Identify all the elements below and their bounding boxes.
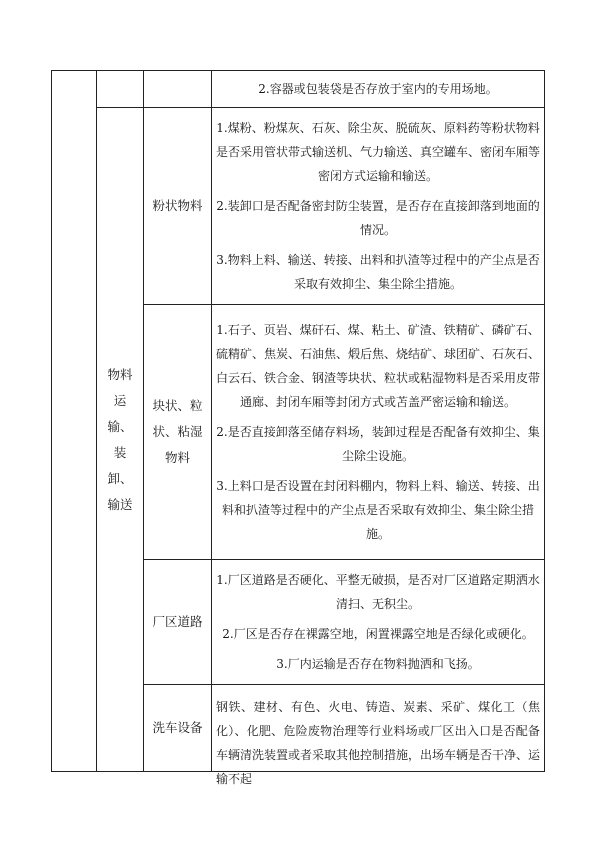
requirement-cell xyxy=(212,305,545,560)
inspection-table xyxy=(51,70,545,786)
requirement-item: 2.是否直接卸落至储存料场，装卸过程是否配备有效抑尘、集尘除尘设施。 xyxy=(216,425,540,463)
table-row xyxy=(52,71,545,108)
requirement-cell xyxy=(212,560,545,685)
requirement-item: 2.容器或包装袋是否存放于室内的专用场地。 xyxy=(258,82,498,96)
subtype-cell: 洗车设备 xyxy=(144,685,212,772)
blank-subtype-cell xyxy=(144,71,212,108)
requirement-item: 2.装卸口是否配备密封防尘装置，是否存在直接卸落到地面的情况。 xyxy=(216,199,540,237)
requirement-item: 1.厂区道路是否硬化、平整无破损，是否对厂区道路定期洒水清扫、无积尘。 xyxy=(216,573,540,611)
requirement-item: 钢铁、建材、有色、火电、铸造、炭素、采矿、煤化工（焦化）、化肥、危险废物治理等行业料场或厂区出入口是否配备车辆清洗装置或者采取其他控制措施，出场车辆是否干净、运输不起 xyxy=(216,700,541,786)
requirement-cell xyxy=(212,108,545,305)
requirement-item: 3.上料口是否设置在封闭料棚内，物料上料、输送、转接、出料和扒渣等过程中的产尘点是否采取有效抑尘、集尘除尘措施。 xyxy=(216,479,540,541)
subtype-cell: 块状、粒状、粘湿物料 xyxy=(144,305,212,560)
subtype-cell: 厂区道路 xyxy=(144,560,212,685)
requirement-cell xyxy=(212,685,545,786)
category-cell: 物料运输、装卸、输送 xyxy=(97,108,144,772)
blank-index-cell xyxy=(52,71,97,772)
requirement-item: 1.石子、页岩、煤矸石、煤、粘土、矿渣、铁精矿、磷矿石、硫精矿、焦炭、石油焦、煅后焦、烧结矿、球团矿、石灰石、白云石、铁合金、钢渣等块状、粒状或粘湿物料是否采用皮带通廊、封闭车厢等封闭方式或苫盖严密运输和输送。 xyxy=(216,323,541,409)
blank-category-cell xyxy=(97,71,144,108)
requirement-item: 3.厂内运输是否存在物料抛洒和飞扬。 xyxy=(276,657,480,671)
requirement-item: 3.物料上料、输送、转接、出料和扒渣等过程中的产尘点是否采取有效抑尘、集尘除尘措施。 xyxy=(216,253,540,291)
requirement-item: 1.煤粉、粉煤灰、石灰、除尘灰、脱硫灰、原料药等粉状物料是否采用管状带式输送机、气力输送、真空罐车、密闭车厢等密闭方式运输和输送。 xyxy=(216,121,541,183)
table-row xyxy=(52,108,545,305)
requirement-cell xyxy=(212,71,545,108)
requirement-item: 2.厂区是否存在裸露空地，闲置裸露空地是否绿化或硬化。 xyxy=(222,627,534,641)
subtype-cell: 粉状物料 xyxy=(144,108,212,305)
